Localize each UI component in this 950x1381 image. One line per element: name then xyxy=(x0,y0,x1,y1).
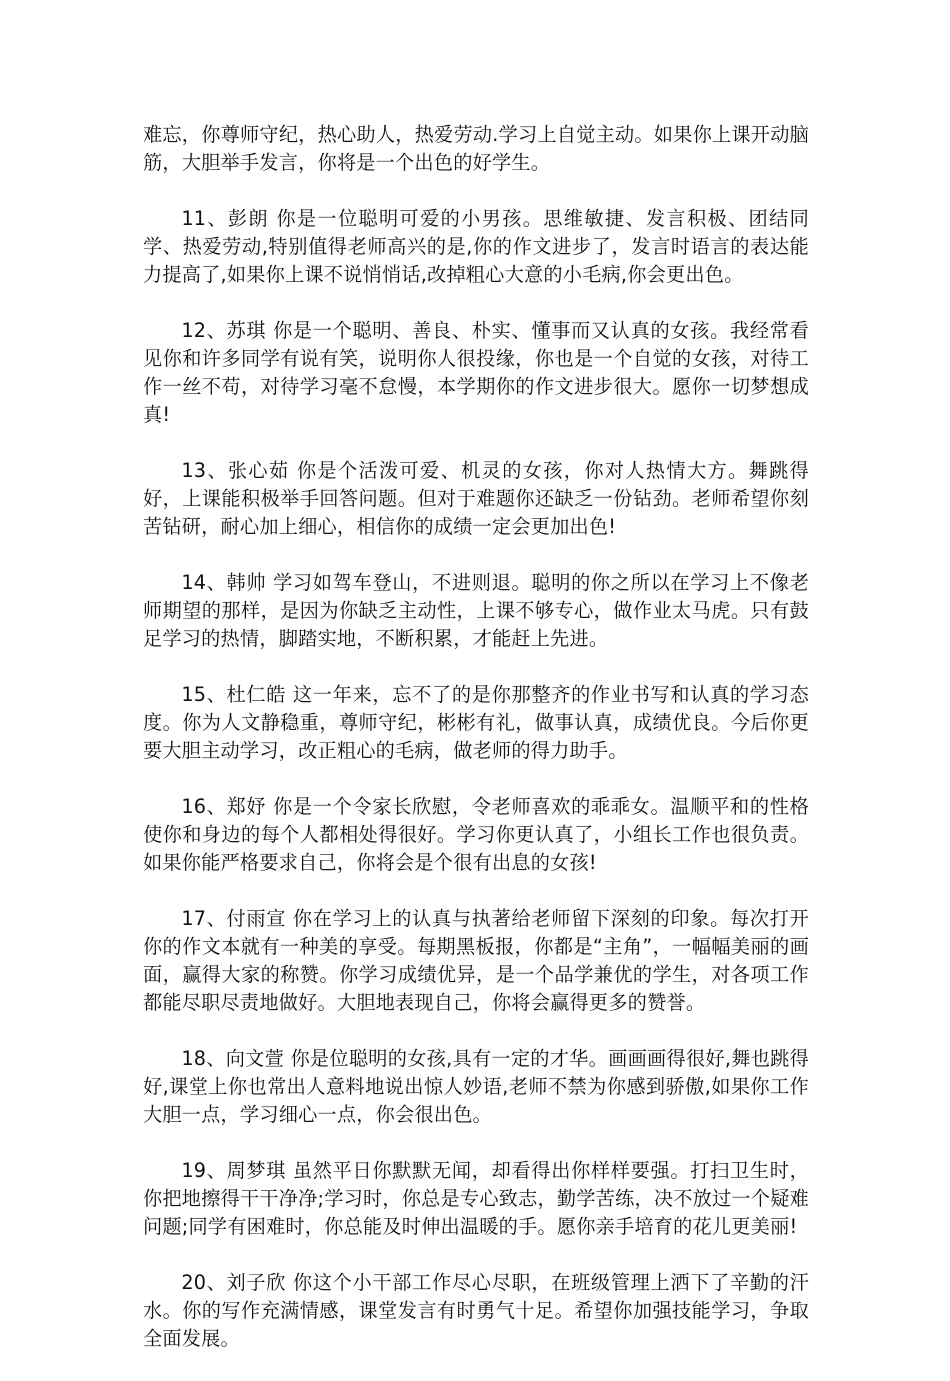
paragraph-continuation: 难忘，你尊师守纪，热心助人，热爱劳动.学习上自觉主动。如果你上课开动脑筋，大胆举手发言，你将是一个出色的好学生。 xyxy=(143,123,809,174)
paragraph-comment-15: 15、杜仁皓 这一年来，忘不了的是你那整齐的作业书写和认真的学习态度。你为人文静稳重，尊师守纪，彬彬有礼，做事认真，成绩优良。今后你更要大胆主动学习，改正粗心的毛病，做老师的得力助手。 xyxy=(143,683,809,762)
paragraph-comment-11: 11、彭朗 你是一位聪明可爱的小男孩。思维敏捷、发言积极、团结同学、热爱劳动,特别值得老师高兴的是,你的作文进步了，发言时语言的表达能力提高了,如果你上课不说悄悄话,改掉粗心大意的小毛病,你会更出色。 xyxy=(143,207,809,286)
paragraph-comment-16: 16、郑妤 你是一个令家长欣慰，令老师喜欢的乖乖女。温顺平和的性格使你和身边的每个人都相处得很好。学习你更认真了，小组长工作也很负责。如果你能严格要求自己，你将会是个很有出息的女孩! xyxy=(143,795,809,874)
document-body xyxy=(143,121,809,1381)
paragraph-comment-13: 13、张心茹 你是个活泼可爱、机灵的女孩，你对人热情大方。舞跳得好，上课能积极举手回答问题。但对于难题你还缺乏一份钻劲。老师希望你刻苦钻研，耐心加上细心，相信你的成绩一定会更加出色! xyxy=(143,459,809,538)
paragraph-comment-17: 17、付雨宣 你在学习上的认真与执著给老师留下深刻的印象。每次打开你的作文本就有一种美的享受。每期黑板报，你都是“主角”，一幅幅美丽的画面，赢得大家的称赞。你学习成绩优异，是一个品学兼优的学生，对各项工作都能尽职尽责地做好。大胆地表现自己，你将会赢得更多的赞誉。 xyxy=(143,907,809,1014)
paragraph-comment-19: 19、周梦琪 虽然平日你默默无闻，却看得出你样样要强。打扫卫生时，你把地擦得干干净净;学习时，你总是专心致志，勤学苦练，决不放过一个疑难问题;同学有困难时，你总能及时伸出温暖的手。愿你亲手培育的花儿更美丽! xyxy=(143,1159,809,1238)
paragraph-comment-12: 12、苏琪 你是一个聪明、善良、朴实、懂事而又认真的女孩。我经常看见你和许多同学有说有笑，说明你人很投缘，你也是一个自觉的女孩，对待工作一丝不苟，对待学习毫不怠慢，本学期你的作文进步很大。愿你一切梦想成真! xyxy=(143,319,809,426)
paragraph-comment-20: 20、刘子欣 你这个小干部工作尽心尽职，在班级管理上洒下了辛勤的汗水。你的写作充满情感，课堂发言有时勇气十足。希望你加强技能学习，争取全面发展。 xyxy=(143,1271,809,1350)
paragraph-comment-14: 14、韩帅 学习如驾车登山，不进则退。聪明的你之所以在学习上不像老师期望的那样，是因为你缺乏主动性，上课不够专心，做作业太马虎。只有鼓足学习的热情，脚踏实地，不断积累，才能赶上先进。 xyxy=(143,571,809,650)
paragraph-comment-18: 18、向文萱 你是位聪明的女孩,具有一定的才华。画画画得很好,舞也跳得好,课堂上你也常出人意料地说出惊人妙语,老师不禁为你感到骄傲,如果你工作大胆一点，学习细心一点，你会很出色。 xyxy=(143,1047,809,1126)
